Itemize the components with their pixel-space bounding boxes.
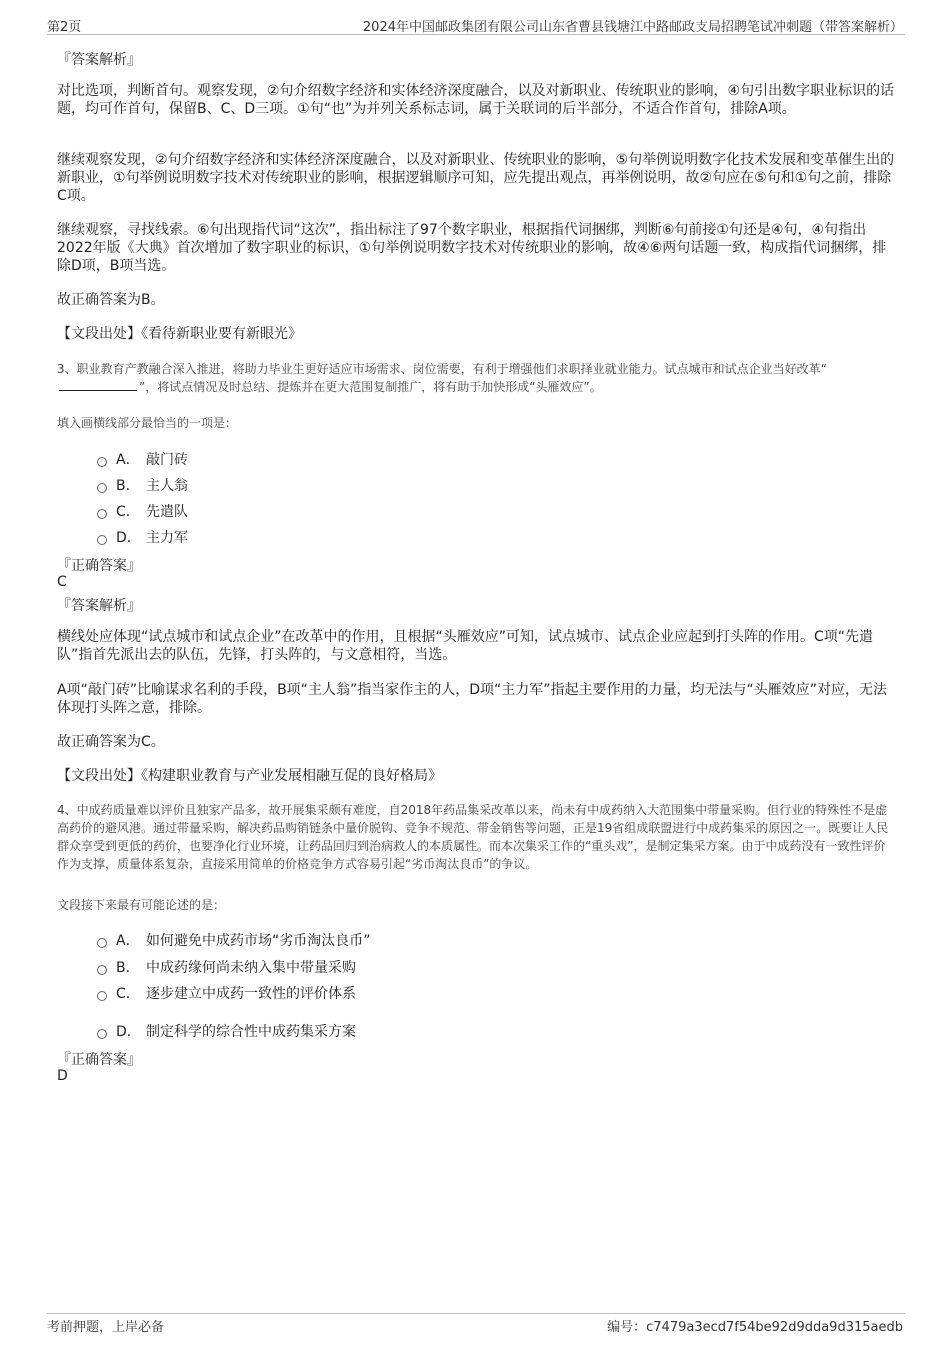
option-text: 先遣队 (146, 504, 188, 520)
q4-option-a[interactable] (97, 930, 371, 950)
q3-analysis-para2: A项“敲门砖”比喻谋求名利的手段，B项“主人翁”指当家作主的人，D项“主力军”指起主要作用的力量，均无法与“头雁效应”对应，无法体现打头阵之意，排除。 (57, 682, 887, 716)
q3-blank (59, 378, 137, 391)
q3-option-b[interactable] (97, 475, 188, 495)
q3-analysis-label: 『答案解析』 (57, 598, 141, 614)
radio-icon[interactable] (97, 1029, 107, 1039)
footer-slogan: 考前押题，上岸必备 (47, 1320, 165, 1335)
radio-icon[interactable] (97, 991, 107, 1001)
q4-answer: D (57, 1068, 68, 1084)
footer-code-label: 编号： (607, 1320, 647, 1335)
footer-code-value: c7479a3ecd7f54be92d9dda9d315aedb (646, 1320, 903, 1335)
option-letter: B． (116, 960, 140, 976)
option-letter: A． (116, 933, 140, 949)
option-letter: A． (116, 452, 140, 468)
q2-analysis-para3: 继续观察，寻找线索。⑥句出现指代词“这次”，指出标注了97个数字职业，根据指代词捆绑，判断⑥句前接①句还是④句，④句指出2022年版《大典》首次增加了数字职业的标识，①句举例说明数字技术对传统职业的影响，故④⑥两句话题一致，构成指代词捆绑，排除D项，B项当选。 (57, 222, 887, 274)
option-text: 制定科学的综合性中成药集采方案 (146, 1024, 356, 1040)
option-text: 中成药缘何尚未纳入集中带量采购 (146, 960, 356, 976)
option-letter: B． (116, 478, 140, 494)
radio-icon[interactable] (97, 535, 107, 545)
q3-option-d[interactable] (97, 527, 188, 547)
q3-analysis-para1: 横线处应体现“试点城市和试点企业”在改革中的作用，且根据“头雁效应”可知，试点城市、试点企业应起到打头阵的作用。C项“先遣队”指首先派出去的队伍，先锋，打头阵的，与文意相符，当选。 (57, 629, 874, 663)
radio-icon[interactable] (97, 457, 107, 467)
radio-icon[interactable] (97, 483, 107, 493)
page-footer (47, 1313, 905, 1334)
q3-answer: C (57, 574, 67, 590)
radio-icon[interactable] (97, 938, 107, 948)
footer-code (607, 1316, 903, 1335)
option-text: 主力军 (146, 530, 188, 546)
q3-stem-after: ”，将试点情况及时总结、提炼并在更大范围复制推广，将有助于加快形成“头雁效应”。 (139, 380, 602, 394)
page-header (47, 14, 905, 35)
q3-answer-label: 『正确答案』 (57, 558, 141, 574)
option-text: 逐步建立中成药一致性的评价体系 (146, 986, 356, 1002)
option-letter: C． (116, 986, 140, 1002)
option-letter: C． (116, 504, 140, 520)
document-title: 2024年中国邮政集团有限公司山东省曹县钱塘江中路邮政支局招聘笔试冲刺题（带答案解析） (362, 20, 903, 35)
q2-conclusion: 故正确答案为B。 (57, 292, 165, 308)
q3-option-c[interactable] (97, 501, 188, 521)
q4-stem: 4、中成药质量难以评价且独家产品多，故开展集采颇有难度，自2018年药品集采改革以来，尚未有中成药纳入大范围集中带量采购。但行业的特殊性不是虚高药价的避风港。通过带量采购，解决药品购销链条中量价脱钩、竞争不规范、带金销售等问题，正是19省组成联盟进行中成药集采的原因之一。既要让人民群众享受到更低的药价，也要净化行业环境，让药品回归到治病救人的本质属性。而本次集采工作的“重头戏”，是制定集采方案。由于中成药没有一致性评价作为支撑，质量体系复杂，直接采用简单的价格竞争方式容易引起“劣币淘汰良币”的争议。 (57, 803, 889, 871)
q3-option-a[interactable] (97, 449, 188, 469)
option-letter: D． (116, 530, 141, 546)
q4-option-b[interactable] (97, 957, 356, 977)
radio-icon[interactable] (97, 509, 107, 519)
page-number: 第2页 (47, 20, 82, 35)
q3-stem (57, 360, 897, 396)
q4-option-c[interactable] (97, 983, 356, 1003)
q2-analysis-para1: 对比选项，判断首句。观察发现，②句介绍数字经济和实体经济深度融合，以及对新职业、传统职业的影响，④句引出数字职业标识的话题，均可作首句，保留B、C、D三项。①句“也”为并列关系标志词，属于关联词的后半部分，不适合作首句，排除A项。 (57, 83, 895, 117)
option-letter: D． (116, 1024, 141, 1040)
q4-answer-label: 『正确答案』 (57, 1052, 141, 1068)
q2-analysis-para2: 继续观察发现，②句介绍数字经济和实体经济深度融合，以及对新职业、传统职业的影响，⑤句举例说明数字化技术发展和变革催生出的新职业，①句举例说明数字技术对传统职业的影响，根据逻辑顺序可知，应先提出观点，再举例说明，故②句应在⑤句和①句之前，排除C项。 (57, 152, 895, 204)
option-text: 敲门砖 (146, 452, 188, 468)
option-text: 如何避免中成药市场“劣币淘汰良币” (146, 933, 371, 949)
q2-analysis-label: 『答案解析』 (57, 52, 141, 68)
q4-prompt: 文段接下来最有可能论述的是： (57, 898, 226, 912)
q2-source: 【文段出处】《看待新职业要有新眼光》 (57, 326, 302, 342)
q3-prompt: 填入画横线部分最恰当的一项是： (57, 416, 238, 430)
q3-source: 【文段出处】《构建职业教育与产业发展相融互促的良好格局》 (57, 768, 442, 784)
q3-conclusion: 故正确答案为C。 (57, 734, 165, 750)
option-text: 主人翁 (146, 478, 188, 494)
q3-stem-before: 3、职业教育产教融合深入推进，将助力毕业生更好适应市场需求、岗位需要，有利于增强他们求职择业就业能力。试点城市和试点企业当好改革“ (57, 362, 827, 376)
radio-icon[interactable] (97, 965, 107, 975)
q4-option-d[interactable] (97, 1021, 356, 1041)
